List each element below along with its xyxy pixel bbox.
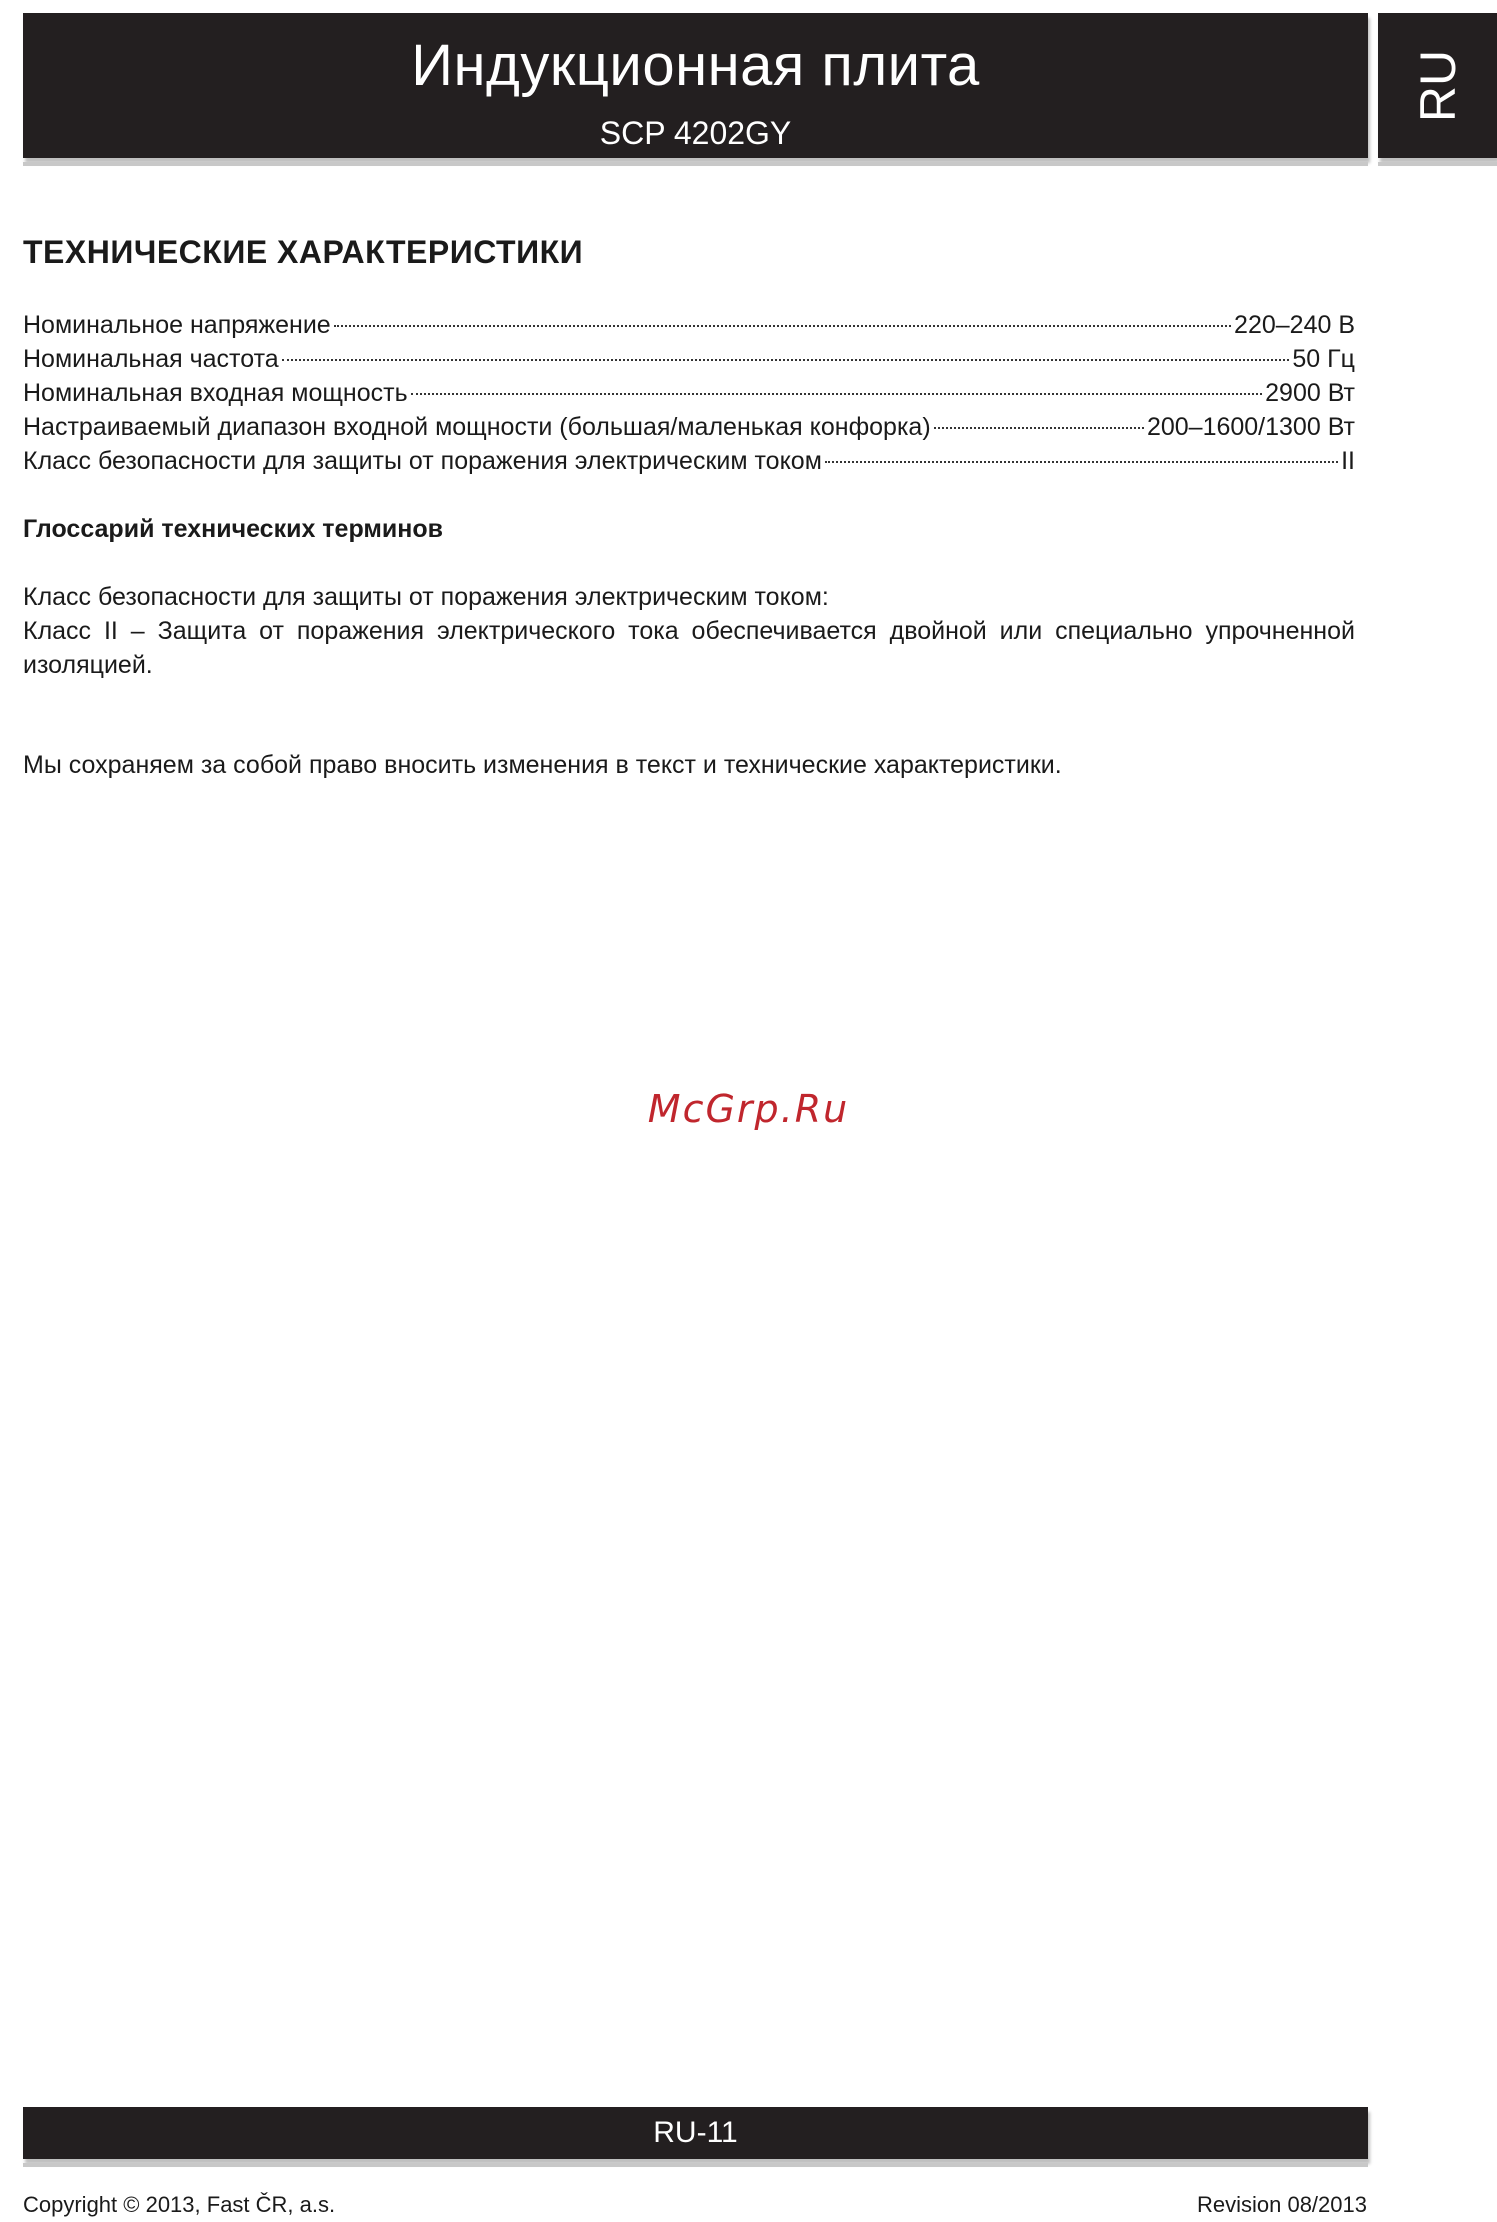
spec-row bbox=[23, 410, 1355, 444]
spec-value: II bbox=[1341, 447, 1355, 475]
spec-label: Класс безопасности для защиты от поражения электрическим током bbox=[23, 447, 822, 475]
language-code: RU bbox=[1409, 49, 1466, 122]
glossary-line: Класс II – Защита от поражения электрического тока обеспечивается двойной или специально упрочненной bbox=[23, 617, 1355, 645]
model-number: SCP 4202GY bbox=[599, 115, 792, 151]
spec-row bbox=[23, 376, 1355, 410]
glossary-line: изоляцией. bbox=[23, 651, 153, 679]
spec-list bbox=[23, 308, 1355, 478]
spec-value: 200–1600/1300 Вт bbox=[1146, 413, 1355, 441]
disclaimer: Мы сохраняем за собой право вносить изменения в текст и технические характеристики. bbox=[23, 751, 1062, 779]
spec-label: Номинальная частота bbox=[23, 345, 279, 373]
footer-divider bbox=[23, 2163, 1368, 2167]
header-bar bbox=[23, 13, 1368, 158]
dot-leader bbox=[825, 461, 1338, 463]
dot-leader bbox=[334, 325, 1231, 327]
glossary-text bbox=[23, 580, 1355, 682]
spec-label: Настраиваемый диапазон входной мощности (большая/маленькая конфорка) bbox=[23, 413, 931, 441]
dot-leader bbox=[411, 393, 1263, 395]
language-tab-divider bbox=[1378, 162, 1497, 166]
glossary-heading: Глоссарий технических терминов bbox=[23, 515, 443, 543]
spec-value: 220–240 В bbox=[1234, 311, 1355, 339]
spec-row bbox=[23, 342, 1355, 376]
revision: Revision 08/2013 bbox=[1196, 2192, 1367, 2217]
spec-row bbox=[23, 308, 1355, 342]
language-tab bbox=[1378, 13, 1497, 158]
dot-leader bbox=[282, 359, 1290, 361]
dot-leader bbox=[934, 427, 1144, 429]
spec-label: Номинальная входная мощность bbox=[23, 379, 408, 407]
main-content bbox=[23, 230, 1355, 782]
watermark: McGrp.Ru bbox=[647, 1087, 850, 1131]
specs-heading: ТЕХНИЧЕСКИЕ ХАРАКТЕРИСТИКИ bbox=[23, 234, 584, 270]
spec-row bbox=[23, 444, 1355, 478]
header-divider bbox=[23, 162, 1368, 166]
copyright: Copyright © 2013, Fast ČR, a.s. bbox=[23, 2192, 336, 2217]
spec-value: 50 Гц bbox=[1292, 345, 1355, 373]
footer-bar bbox=[23, 2107, 1368, 2159]
page-number: RU-11 bbox=[653, 2116, 738, 2149]
glossary-line: Класс безопасности для защиты от поражения электрическим током: bbox=[23, 583, 829, 611]
document-title: Индукционная плита bbox=[411, 33, 980, 98]
spec-label: Номинальное напряжение bbox=[23, 311, 331, 339]
spec-value: 2900 Вт bbox=[1265, 379, 1355, 407]
